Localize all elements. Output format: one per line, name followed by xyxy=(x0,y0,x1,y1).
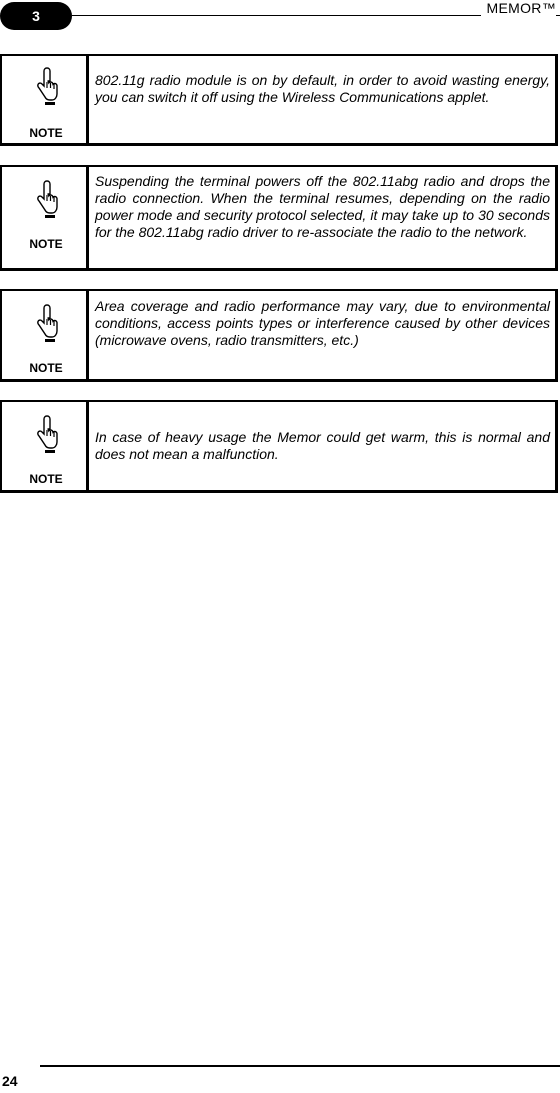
chapter-badge xyxy=(0,2,72,30)
note-side xyxy=(0,56,86,143)
footer-rule xyxy=(40,1065,560,1067)
note-content xyxy=(86,56,558,143)
pointing-hand-icon xyxy=(34,414,60,454)
note-text: In case of heavy usage the Memor could get warm, this is normal and does not mean a malfunction. xyxy=(95,429,550,462)
note-side xyxy=(0,291,86,379)
pointing-hand-icon xyxy=(34,303,60,343)
note-label: NOTE xyxy=(29,361,63,375)
note-box xyxy=(0,289,558,382)
note-label: NOTE xyxy=(29,126,63,140)
note-content xyxy=(86,291,558,379)
page-footer xyxy=(0,1063,560,1093)
page-header xyxy=(0,0,560,36)
note-text: 802.11g radio module is on by default, in order to avoid wasting energy, you can switch it off using the Wireless Communications applet. xyxy=(95,72,550,105)
note-text: Suspending the terminal powers off the 802.11abg radio and drops the radio connection. When the terminal resumes, depending on the radio power mode and security protocol selected, it may take up to 30 seconds for the 802.11abg radio driver to re-associate the radio to the network. xyxy=(95,173,550,240)
note-label: NOTE xyxy=(29,472,63,486)
note-box xyxy=(0,54,558,146)
note-content xyxy=(86,402,558,490)
note-content xyxy=(86,167,558,268)
chapter-number: 3 xyxy=(32,8,40,24)
note-side xyxy=(0,167,86,268)
note-label: NOTE xyxy=(29,237,63,251)
page-number: 24 xyxy=(2,1073,18,1089)
product-title: MEMOR™ xyxy=(481,0,556,16)
note-side xyxy=(0,402,86,490)
note-box xyxy=(0,400,558,493)
note-text: Area coverage and radio performance may vary, due to environmental conditions, access points types or interference caused by other devices (microwave ovens, radio transmitters, etc.) xyxy=(95,298,550,348)
pointing-hand-icon xyxy=(34,179,60,219)
pointing-hand-icon xyxy=(34,66,60,106)
note-box xyxy=(0,165,558,271)
